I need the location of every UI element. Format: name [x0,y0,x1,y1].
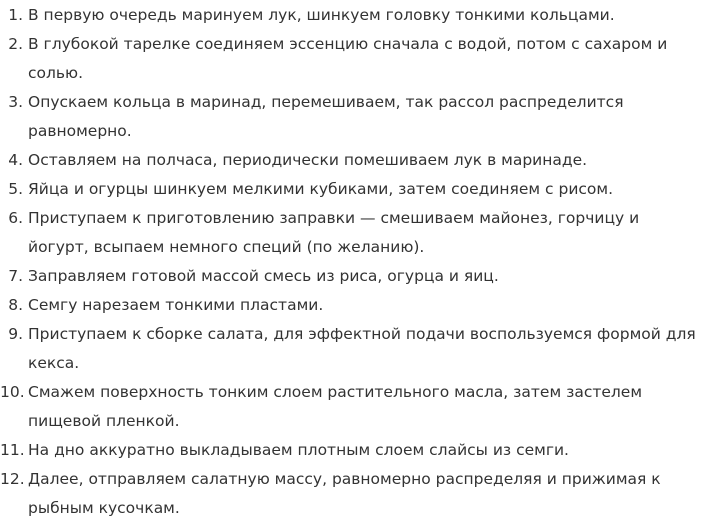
recipe-step-11 [0,436,702,465]
recipe-step-4 [0,146,702,175]
recipe-step-7 [0,262,702,291]
step-text: Смажем поверхность тонким слоем растительного масла, затем застелем пищевой пленкой. [28,383,643,430]
step-number: 11. [0,441,25,459]
recipe-step-5 [0,175,702,204]
step-number: 12. [0,470,25,488]
step-number: 6. [8,209,23,227]
step-number: 4. [8,151,23,169]
recipe-step-3 [0,88,702,146]
step-number: 3. [8,93,23,111]
step-text: Опускаем кольца в маринад, перемешиваем, так рассол распределится равномерно. [28,93,624,140]
recipe-step-1 [0,1,702,30]
step-number: 5. [8,180,23,198]
step-number: 9. [8,325,23,343]
step-text: Заправляем готовой массой смесь из риса, огурца и яиц. [28,267,499,285]
step-text: Семгу нарезаем тонкими пластами. [28,296,324,314]
step-text: Оставляем на полчаса, периодически помешиваем лук в маринаде. [28,151,588,169]
step-number: 7. [8,267,23,285]
recipe-step-10 [0,378,702,436]
step-text: Яйца и огурцы шинкуем мелкими кубиками, затем соединяем с рисом. [28,180,614,198]
step-text: Приступаем к приготовлению заправки — смешиваем майонез, горчицу и йогурт, всыпаем немного специй (по желанию). [28,209,640,256]
step-number: 1. [8,6,23,24]
step-number: 10. [0,383,25,401]
step-number: 8. [8,296,23,314]
recipe-step-12 [0,465,702,523]
step-text: На дно аккуратно выкладываем плотным слоем слайсы из семги. [28,441,569,459]
recipe-step-6 [0,204,702,262]
recipe-step-9 [0,320,702,378]
recipe-step-2 [0,30,702,88]
step-text: В глубокой тарелке соединяем эссенцию сначала с водой, потом с сахаром и солью. [28,35,668,82]
step-number: 2. [8,35,23,53]
step-text: Далее, отправляем салатную массу, равномерно распределяя и прижимая к рыбным кусочкам. [28,470,661,517]
step-text: В первую очередь маринуем лук, шинкуем головку тонкими кольцами. [28,6,615,24]
recipe-steps-list [0,1,702,523]
recipe-step-8 [0,291,702,320]
step-text: Приступаем к сборке салата, для эффектной подачи воспользуемся формой для кекса. [28,325,696,372]
